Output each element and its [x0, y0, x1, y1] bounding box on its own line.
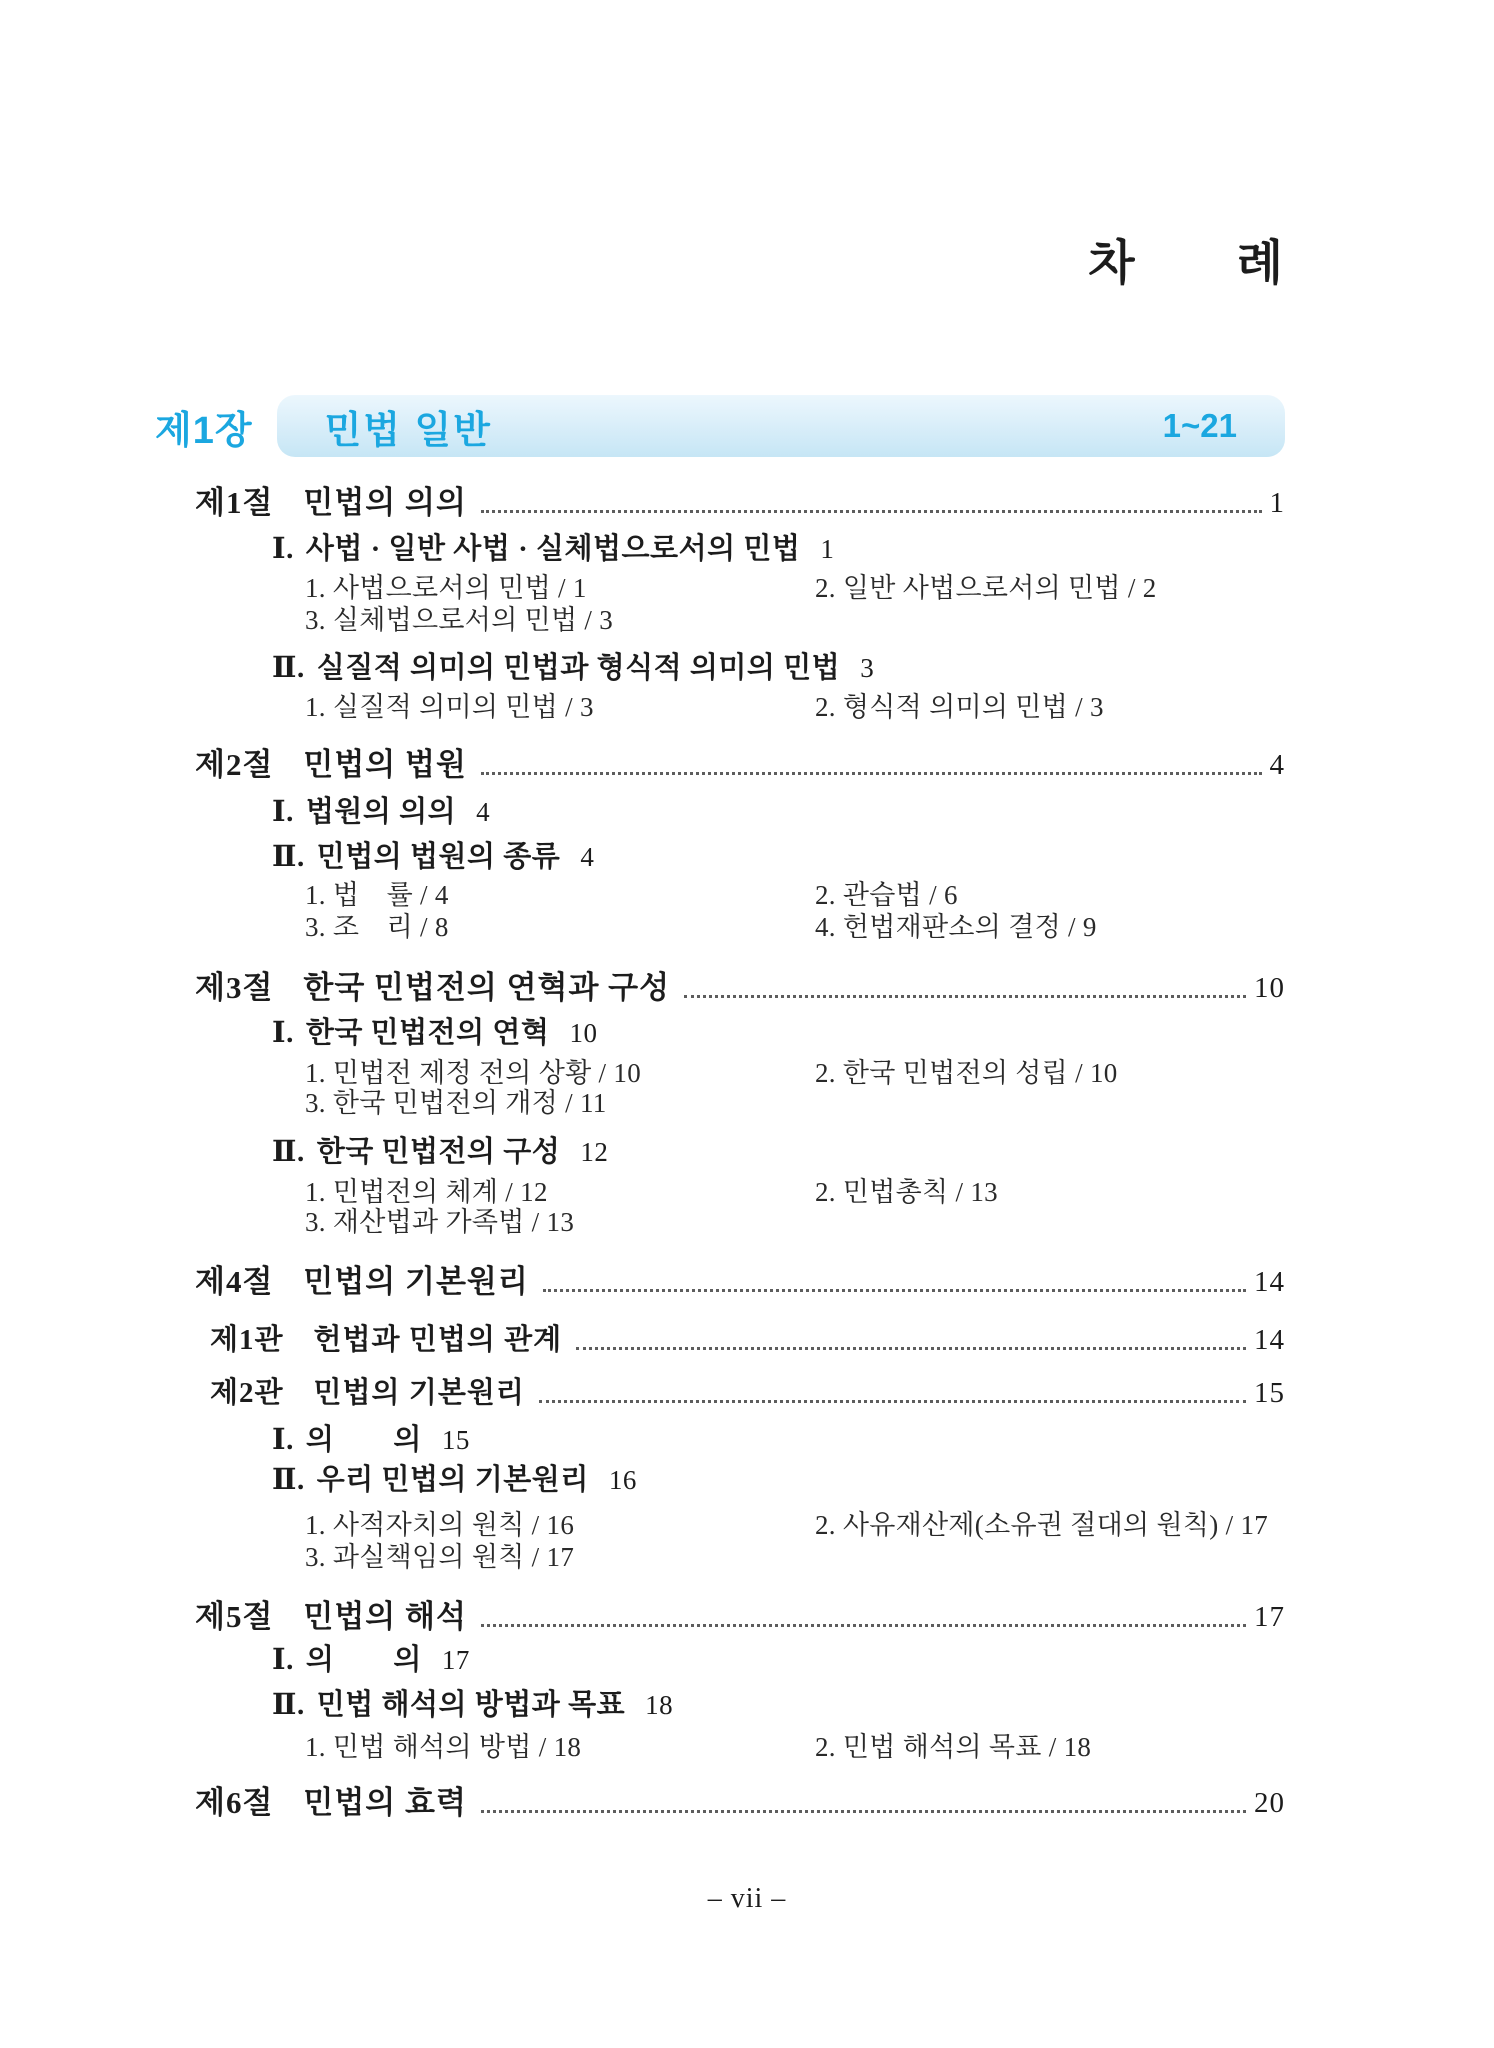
toc-items-row — [305, 1727, 1290, 1767]
toc-items-row — [305, 600, 1290, 640]
toc-subsection-row — [210, 1320, 1285, 1360]
section-label: 제2절 — [195, 747, 274, 782]
chapter-label: 제1장 — [155, 409, 253, 452]
dotted-leader — [576, 1347, 1246, 1350]
section-page: 20 — [1254, 1787, 1285, 1819]
subsection-page: 14 — [1254, 1324, 1285, 1356]
toc-item: 1. 사법으로서의 민법 / 1 — [305, 573, 587, 603]
roman-title: 사법 · 일반 사법 · 실체법으로서의 민법 — [305, 533, 801, 565]
roman-numeral: Ⅰ. — [272, 1017, 294, 1049]
roman-numeral: Ⅱ. — [272, 1464, 305, 1496]
section-title: 한국 민법전의 연혁과 구성 — [303, 970, 671, 1005]
dotted-leader — [543, 1289, 1246, 1292]
section-label: 제6절 — [195, 1785, 274, 1820]
roman-page: 16 — [608, 1465, 637, 1495]
subsection-title: 민법의 기본원리 — [313, 1377, 525, 1409]
chapter-title: 민법 일반 — [324, 409, 492, 452]
dotted-leader — [481, 1624, 1246, 1627]
toc-roman-row — [272, 1460, 637, 1500]
page-title: 차 례 — [1088, 237, 1285, 290]
toc-roman-row — [272, 792, 490, 832]
section-title: 민법의 기본원리 — [303, 1264, 529, 1299]
subsection-page: 15 — [1254, 1377, 1285, 1409]
toc-section-row — [195, 745, 1285, 785]
roman-title: 의 의 — [305, 1644, 422, 1676]
toc-items-row — [305, 907, 1290, 947]
dotted-leader — [481, 772, 1262, 775]
toc-item: 3. 과실책임의 원칙 / 17 — [305, 1542, 575, 1572]
roman-numeral: Ⅰ. — [272, 1424, 294, 1456]
toc-item: 2. 민법총칙 / 13 — [815, 1177, 998, 1207]
toc-section-row — [195, 483, 1285, 523]
toc-items-row — [305, 1202, 1290, 1242]
toc-section-row — [195, 1597, 1285, 1637]
toc-item: 1. 민법전의 체계 / 12 — [305, 1177, 548, 1207]
toc-item: 2. 관습법 / 6 — [815, 880, 958, 910]
toc-item: 2. 일반 사법으로서의 민법 / 2 — [815, 573, 1157, 603]
toc-roman-row — [272, 1132, 608, 1172]
toc-subsection-row — [210, 1373, 1285, 1413]
roman-numeral: Ⅰ. — [272, 1644, 294, 1676]
roman-numeral: Ⅱ. — [272, 841, 305, 873]
dotted-leader — [539, 1400, 1246, 1403]
section-page: 1 — [1269, 487, 1285, 519]
section-label: 제5절 — [195, 1599, 274, 1634]
toc-item: 3. 한국 민법전의 개정 / 11 — [305, 1088, 607, 1118]
toc-item — [815, 1083, 1290, 1123]
toc-item: 2. 한국 민법전의 성립 / 10 — [815, 1058, 1118, 1088]
roman-page: 18 — [645, 1690, 674, 1720]
section-label: 제4절 — [195, 1264, 274, 1299]
toc-section-row — [195, 1783, 1285, 1823]
section-title: 민법의 의의 — [303, 485, 467, 520]
toc-item: 1. 사적자치의 원칙 / 16 — [305, 1510, 575, 1540]
toc-roman-row — [272, 1420, 470, 1460]
section-title: 민법의 효력 — [303, 1785, 467, 1820]
dotted-leader — [481, 1810, 1246, 1813]
subsection-label: 제2관 — [210, 1377, 284, 1409]
toc-item: 1. 민법 해석의 방법 / 18 — [305, 1732, 582, 1762]
section-title: 민법의 법원 — [303, 747, 467, 782]
toc-item: 3. 조 리 / 8 — [305, 912, 449, 942]
toc-item — [815, 1202, 1290, 1242]
section-title: 민법의 해석 — [303, 1599, 467, 1634]
roman-page: 15 — [441, 1425, 470, 1455]
toc-roman-row — [272, 1685, 673, 1725]
toc-roman-row — [272, 648, 874, 688]
toc-roman-row — [272, 837, 594, 877]
roman-page: 10 — [569, 1018, 598, 1048]
roman-title: 의 의 — [305, 1424, 422, 1456]
chapter-heading — [155, 394, 1285, 458]
toc-section-row — [195, 968, 1285, 1008]
chapter-page-range: 1~21 — [1162, 407, 1237, 444]
toc-item: 1. 실질적 의미의 민법 / 3 — [305, 692, 594, 722]
roman-title: 한국 민법전의 구성 — [316, 1136, 561, 1168]
toc-item: 3. 실체법으로서의 민법 / 3 — [305, 605, 614, 635]
toc-items-row — [305, 1083, 1290, 1123]
toc-roman-row — [272, 1013, 597, 1053]
toc-items-row — [305, 1537, 1290, 1577]
toc-item — [815, 1537, 1290, 1577]
toc-items-row — [305, 687, 1290, 727]
toc-item — [815, 600, 1290, 640]
roman-numeral: Ⅱ. — [272, 1689, 305, 1721]
page-number-footer: – vii – — [707, 1883, 787, 1914]
subsection-label: 제1관 — [210, 1324, 284, 1356]
roman-title: 민법 해석의 방법과 목표 — [316, 1689, 626, 1721]
toc-section-row — [195, 1262, 1285, 1302]
toc-item: 2. 형식적 의미의 민법 / 3 — [815, 692, 1104, 722]
dotted-leader — [684, 995, 1246, 998]
dotted-leader — [481, 510, 1262, 513]
roman-numeral: Ⅰ. — [272, 533, 294, 565]
roman-title: 민법의 법원의 종류 — [316, 841, 561, 873]
roman-title: 법원의 의의 — [305, 796, 457, 828]
roman-numeral: Ⅱ. — [272, 652, 305, 684]
roman-page: 17 — [441, 1645, 470, 1675]
toc-item: 3. 재산법과 가족법 / 13 — [305, 1207, 575, 1237]
roman-page: 4 — [580, 842, 595, 872]
toc-item: 1. 법 률 / 4 — [305, 880, 449, 910]
section-page: 4 — [1269, 749, 1285, 781]
toc-item: 1. 민법전 제정 전의 상황 / 10 — [305, 1058, 641, 1088]
roman-page: 3 — [860, 653, 875, 683]
section-page: 10 — [1254, 972, 1285, 1004]
toc-item: 2. 민법 해석의 목표 / 18 — [815, 1732, 1092, 1762]
section-label: 제3절 — [195, 970, 274, 1005]
toc-roman-row — [272, 1640, 470, 1680]
toc-roman-row — [272, 529, 834, 569]
roman-title: 우리 민법의 기본원리 — [316, 1464, 589, 1496]
roman-title: 실질적 의미의 민법과 형식적 의미의 민법 — [316, 652, 841, 684]
toc-item: 4. 헌법재판소의 결정 / 9 — [815, 912, 1097, 942]
chapter-bar — [277, 395, 1285, 457]
subsection-title: 헌법과 민법의 관계 — [313, 1324, 563, 1356]
toc-item: 2. 사유재산제(소유권 절대의 원칙) / 17 — [815, 1510, 1269, 1540]
roman-numeral: Ⅰ. — [272, 796, 294, 828]
roman-title: 한국 민법전의 연혁 — [305, 1017, 550, 1049]
section-page: 17 — [1254, 1601, 1285, 1633]
roman-numeral: Ⅱ. — [272, 1136, 305, 1168]
roman-page: 12 — [580, 1137, 609, 1167]
roman-page: 1 — [820, 534, 835, 564]
section-label: 제1절 — [195, 485, 274, 520]
section-page: 14 — [1254, 1266, 1285, 1298]
roman-page: 4 — [476, 797, 491, 827]
